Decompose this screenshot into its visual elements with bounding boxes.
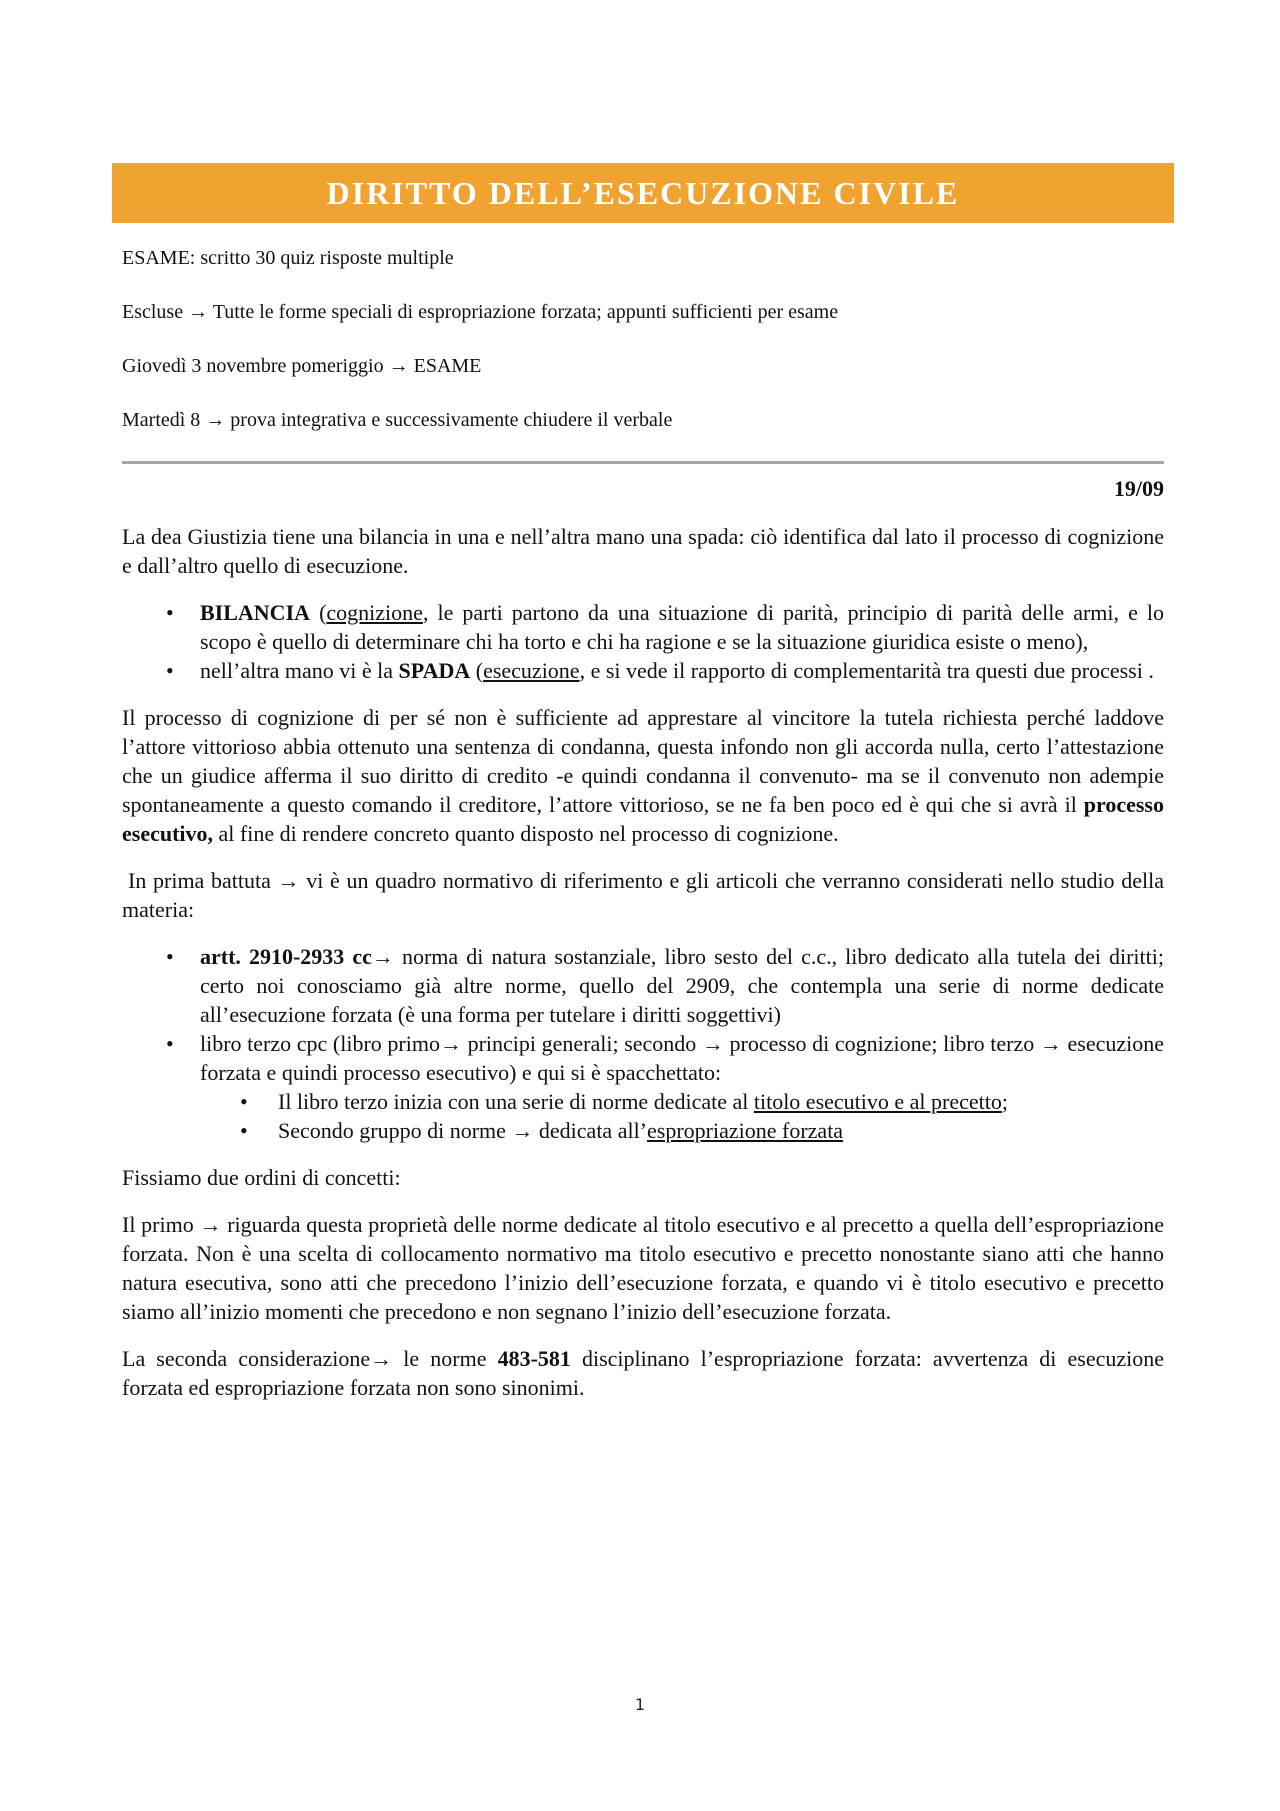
text-run: → norma di natura sostanziale, libro sesto del c.c., libro dedicato alla tutela dei diritti; certo noi conosciamo già altre norme, quello del 2909, che contempla una serie di norme dedicate all’esecuzione forzata (è una forma per tutelare i diritti soggettivi): [200, 944, 1164, 1027]
sub-list-item: [122, 1087, 1164, 1116]
bullet-icon: •: [240, 1118, 248, 1143]
underlined-text: espropriazione forzata: [647, 1118, 844, 1143]
underlined-text: cognizione: [326, 600, 423, 625]
bullet-list-bilancia-spada: [122, 598, 1164, 685]
bullet-icon: •: [166, 600, 174, 625]
list-item: [122, 942, 1164, 1029]
exam-info: [122, 245, 1164, 433]
paragraph-concetti: Fissiamo due ordini di concetti:: [122, 1165, 401, 1190]
exam-line: Martedì 8 → prova integrativa e successivamente chiudere il verbale: [122, 409, 673, 431]
text-run: ;: [1001, 1089, 1008, 1114]
bold-text: BILANCIA: [200, 600, 311, 625]
text-run: nell’altra mano vi è la: [200, 658, 399, 683]
list-item: [122, 656, 1164, 685]
bullet-list-norme: [122, 942, 1164, 1145]
text-run: disciplinano l’espropriazione forzata: avvertenza di esecuzione forzata ed espropriazione forzata non sono sinonimi.: [122, 1346, 1164, 1400]
text-run: , le parti partono da una situazione di parità, principio di parità delle armi, e lo scopo è quello di determinare chi ha torto e chi ha ragione e se la situazione giuridica esiste o meno),: [200, 600, 1164, 654]
paragraph-quadro-normativo: In prima battuta → vi è un quadro normativo di riferimento e gli articoli che verranno considerati nello studio della materia:: [122, 868, 1164, 922]
page-number: 1: [634, 1695, 646, 1714]
paragraph-seconda: [122, 1344, 1164, 1402]
underlined-text: titolo esecutivo e al precetto: [753, 1089, 1002, 1114]
bullet-icon: •: [166, 1031, 174, 1056]
document-body: [122, 522, 1164, 1402]
paragraph-intro: La dea Giustizia tiene una bilancia in una e nell’altra mano una spada: ciò identifica dal lato il processo di cognizione e dall’altro quello di esecuzione.: [122, 524, 1164, 578]
page-content: [122, 163, 1164, 1402]
text-run: al fine di rendere concreto quanto disposto nel processo di cognizione.: [213, 821, 839, 846]
list-item: [122, 1029, 1164, 1145]
bold-text: processo esecutivo,: [122, 792, 1164, 846]
exam-line: ESAME: scritto 30 quiz risposte multiple: [122, 247, 454, 269]
exam-line: Giovedì 3 novembre pomeriggio → ESAME: [122, 355, 482, 377]
bold-text: 483-581: [497, 1346, 571, 1371]
text-run: (: [310, 600, 327, 625]
document-title: DIRITTO DELL’ESECUZIONE CIVILE: [326, 174, 960, 211]
text-run: Il libro terzo inizia con una serie di norme dedicate al: [278, 1089, 754, 1114]
bold-text: SPADA: [398, 658, 471, 683]
lecture-date: 19/09: [1113, 476, 1164, 501]
bullet-icon: •: [166, 658, 174, 683]
bullet-icon: •: [240, 1089, 248, 1114]
sub-bullet-list: [200, 1087, 1164, 1145]
title-banner: [112, 163, 1174, 223]
bold-text: artt. 2910-2933 cc: [200, 944, 372, 969]
sub-list-item: [122, 1116, 1164, 1145]
text-run: Il processo di cognizione di per sé non è sufficiente ad apprestare al vincitore la tutela richiesta perché laddove l’attore vittorioso abbia ottenuto una sentenza di condanna, questa infondo non gli accorda nulla, certo l’attestazione che un giudice afferma il suo diritto di credito -e quindi condanna il convenuto- ma se il convenuto non adempie spontaneamente a questo comando il creditore, l’attore vittorioso, se ne fa ben poco ed è qui che si avrà il: [122, 705, 1164, 817]
underlined-text: esecuzione: [483, 658, 580, 683]
bullet-icon: •: [166, 944, 174, 969]
list-item: [122, 598, 1164, 656]
text-run: (: [470, 658, 484, 683]
horizontal-rule: [122, 461, 1164, 464]
text-run: , e si vede il rapporto di complementarità tra questi due processi .: [579, 658, 1154, 683]
exam-line: Escluse → Tutte le forme speciali di espropriazione forzata; appunti sufficienti per esame: [122, 301, 839, 323]
paragraph-primo: Il primo → riguarda questa proprietà delle norme dedicate al titolo esecutivo e al precetto a quella dell’espropriazione forzata. Non è una scelta di collocamento normativo ma titolo esecutivo e precetto nonostante siano atti che hanno natura esecutiva, sono atti che precedono l’inizio dell’esecuzione forzata, e quando vi è titolo esecutivo e precetto siamo all’inizio momenti che precedono e non segnano l’inizio dell’esecuzione forzata.: [122, 1212, 1164, 1324]
text-run: libro terzo cpc (libro primo→ principi generali; secondo → processo di cognizione; libro terzo → esecuzione forzata e quindi processo esecutivo) e qui si è spacchettato:: [200, 1031, 1164, 1085]
text-run: Secondo gruppo di norme → dedicata all’: [278, 1118, 648, 1143]
text-run: La seconda considerazione→ le norme: [122, 1346, 498, 1371]
paragraph-processo: [122, 703, 1164, 848]
